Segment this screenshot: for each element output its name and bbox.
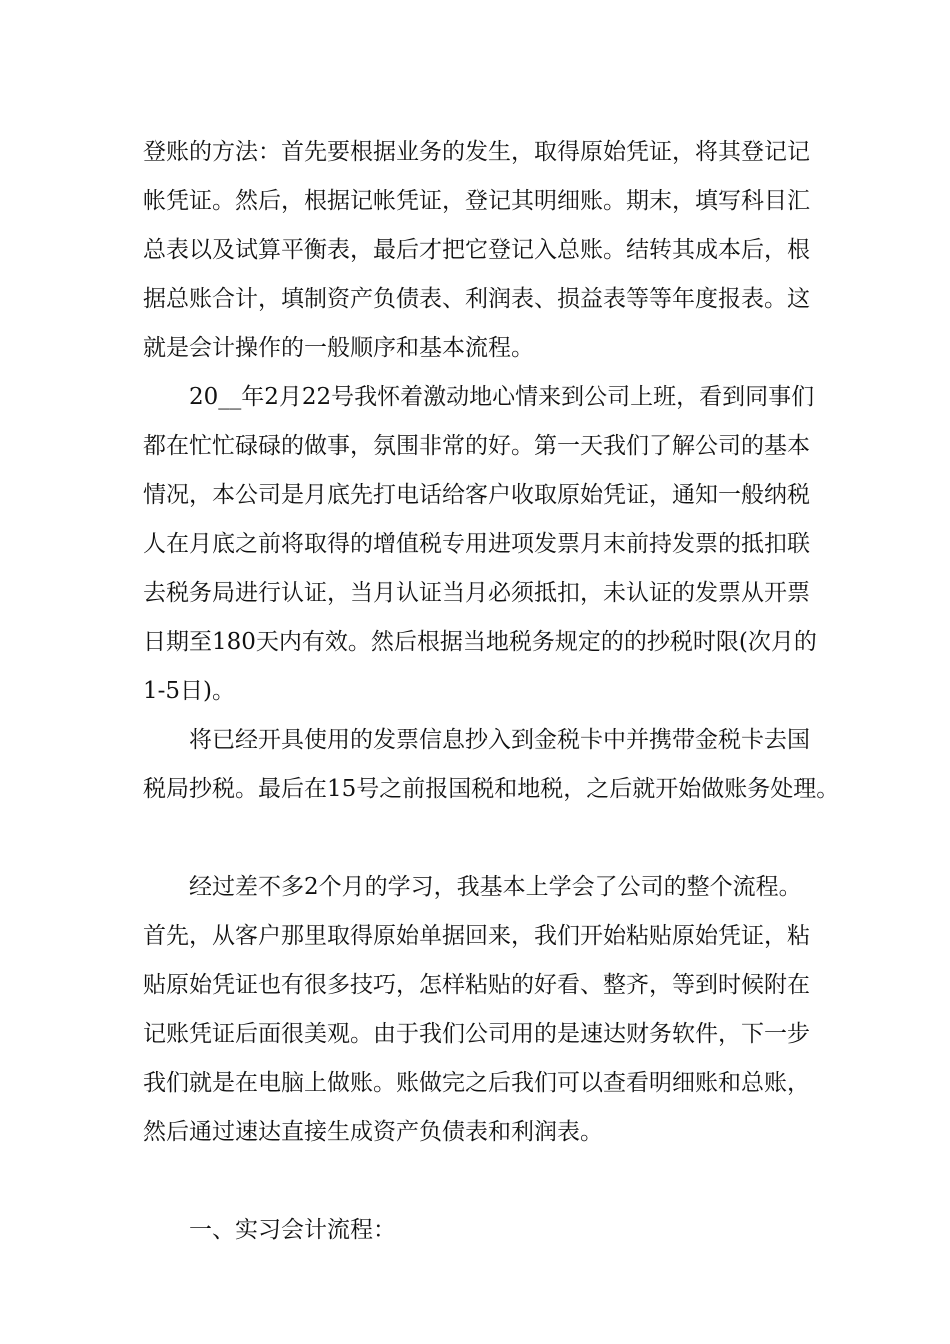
text-line: 人在月底之前将取得的增值税专用进项发票月末前持发票的抵扣联 (143, 531, 810, 557)
text-line: 记账凭证后面很美观。由于我们公司用的是速达财务软件，下一步 (143, 1021, 810, 1047)
text-line: 总表以及试算平衡表，最后才把它登记入总账。结转其成本后，根 (143, 237, 810, 263)
section-heading: 一、实习会计流程： (189, 1217, 396, 1243)
text-line: 我们就是在电脑上做账。账做完之后我们可以查看明细账和总账， (143, 1070, 810, 1096)
text-line: 都在忙忙碌碌的做事，氛围非常的好。第一天我们了解公司的基本 (143, 433, 810, 459)
text-line: 就是会计操作的一般顺序和基本流程。 (143, 335, 534, 361)
paragraph-first-day (143, 373, 823, 716)
text-line: 1-5日)。 (143, 678, 236, 704)
text-line: 登账的方法：首先要根据业务的发生，取得原始凭证，将其登记记 (143, 139, 810, 165)
text-line: 情况，本公司是月底先打电话给客户收取原始凭证，通知一般纳税 (143, 482, 810, 508)
section-heading-internship-process (143, 1206, 823, 1255)
text-line: 去税务局进行认证，当月认证当月必须抵扣，未认证的发票从开票 (143, 580, 810, 606)
text-line: 20__年2月22号我怀着激动地心情来到公司上班，看到同事们 (189, 384, 815, 410)
text-line: 首先，从客户那里取得原始单据回来，我们开始粘贴原始凭证，粘 (143, 923, 810, 949)
text-line: 贴原始凭证也有很多技巧，怎样粘贴的好看、整齐，等到时候附在 (143, 972, 810, 998)
paragraph-tax-copy (143, 716, 840, 814)
text-line: 据总账合计，填制资产负债表、利润表、损益表等等年度报表。这 (143, 286, 810, 312)
text-line: 将已经开具使用的发票信息抄入到金税卡中并携带金税卡去国 (189, 727, 810, 753)
text-line: 帐凭证。然后，根据记帐凭证，登记其明细账。期末，填写科目汇 (143, 188, 810, 214)
text-line: 税局抄税。最后在15号之前报国税和地税，之后就开始做账务处理。 (143, 776, 840, 802)
text-line: 然后通过速达直接生成资产负债表和利润表。 (143, 1119, 603, 1145)
text-line: 日期至180天内有效。然后根据当地税务规定的的抄税时限(次月的 (143, 629, 817, 655)
paragraph-two-months-learning (143, 863, 823, 1157)
text-line: 经过差不多2个月的学习，我基本上学会了公司的整个流程。 (189, 874, 802, 900)
paragraph-posting-method (143, 128, 823, 373)
